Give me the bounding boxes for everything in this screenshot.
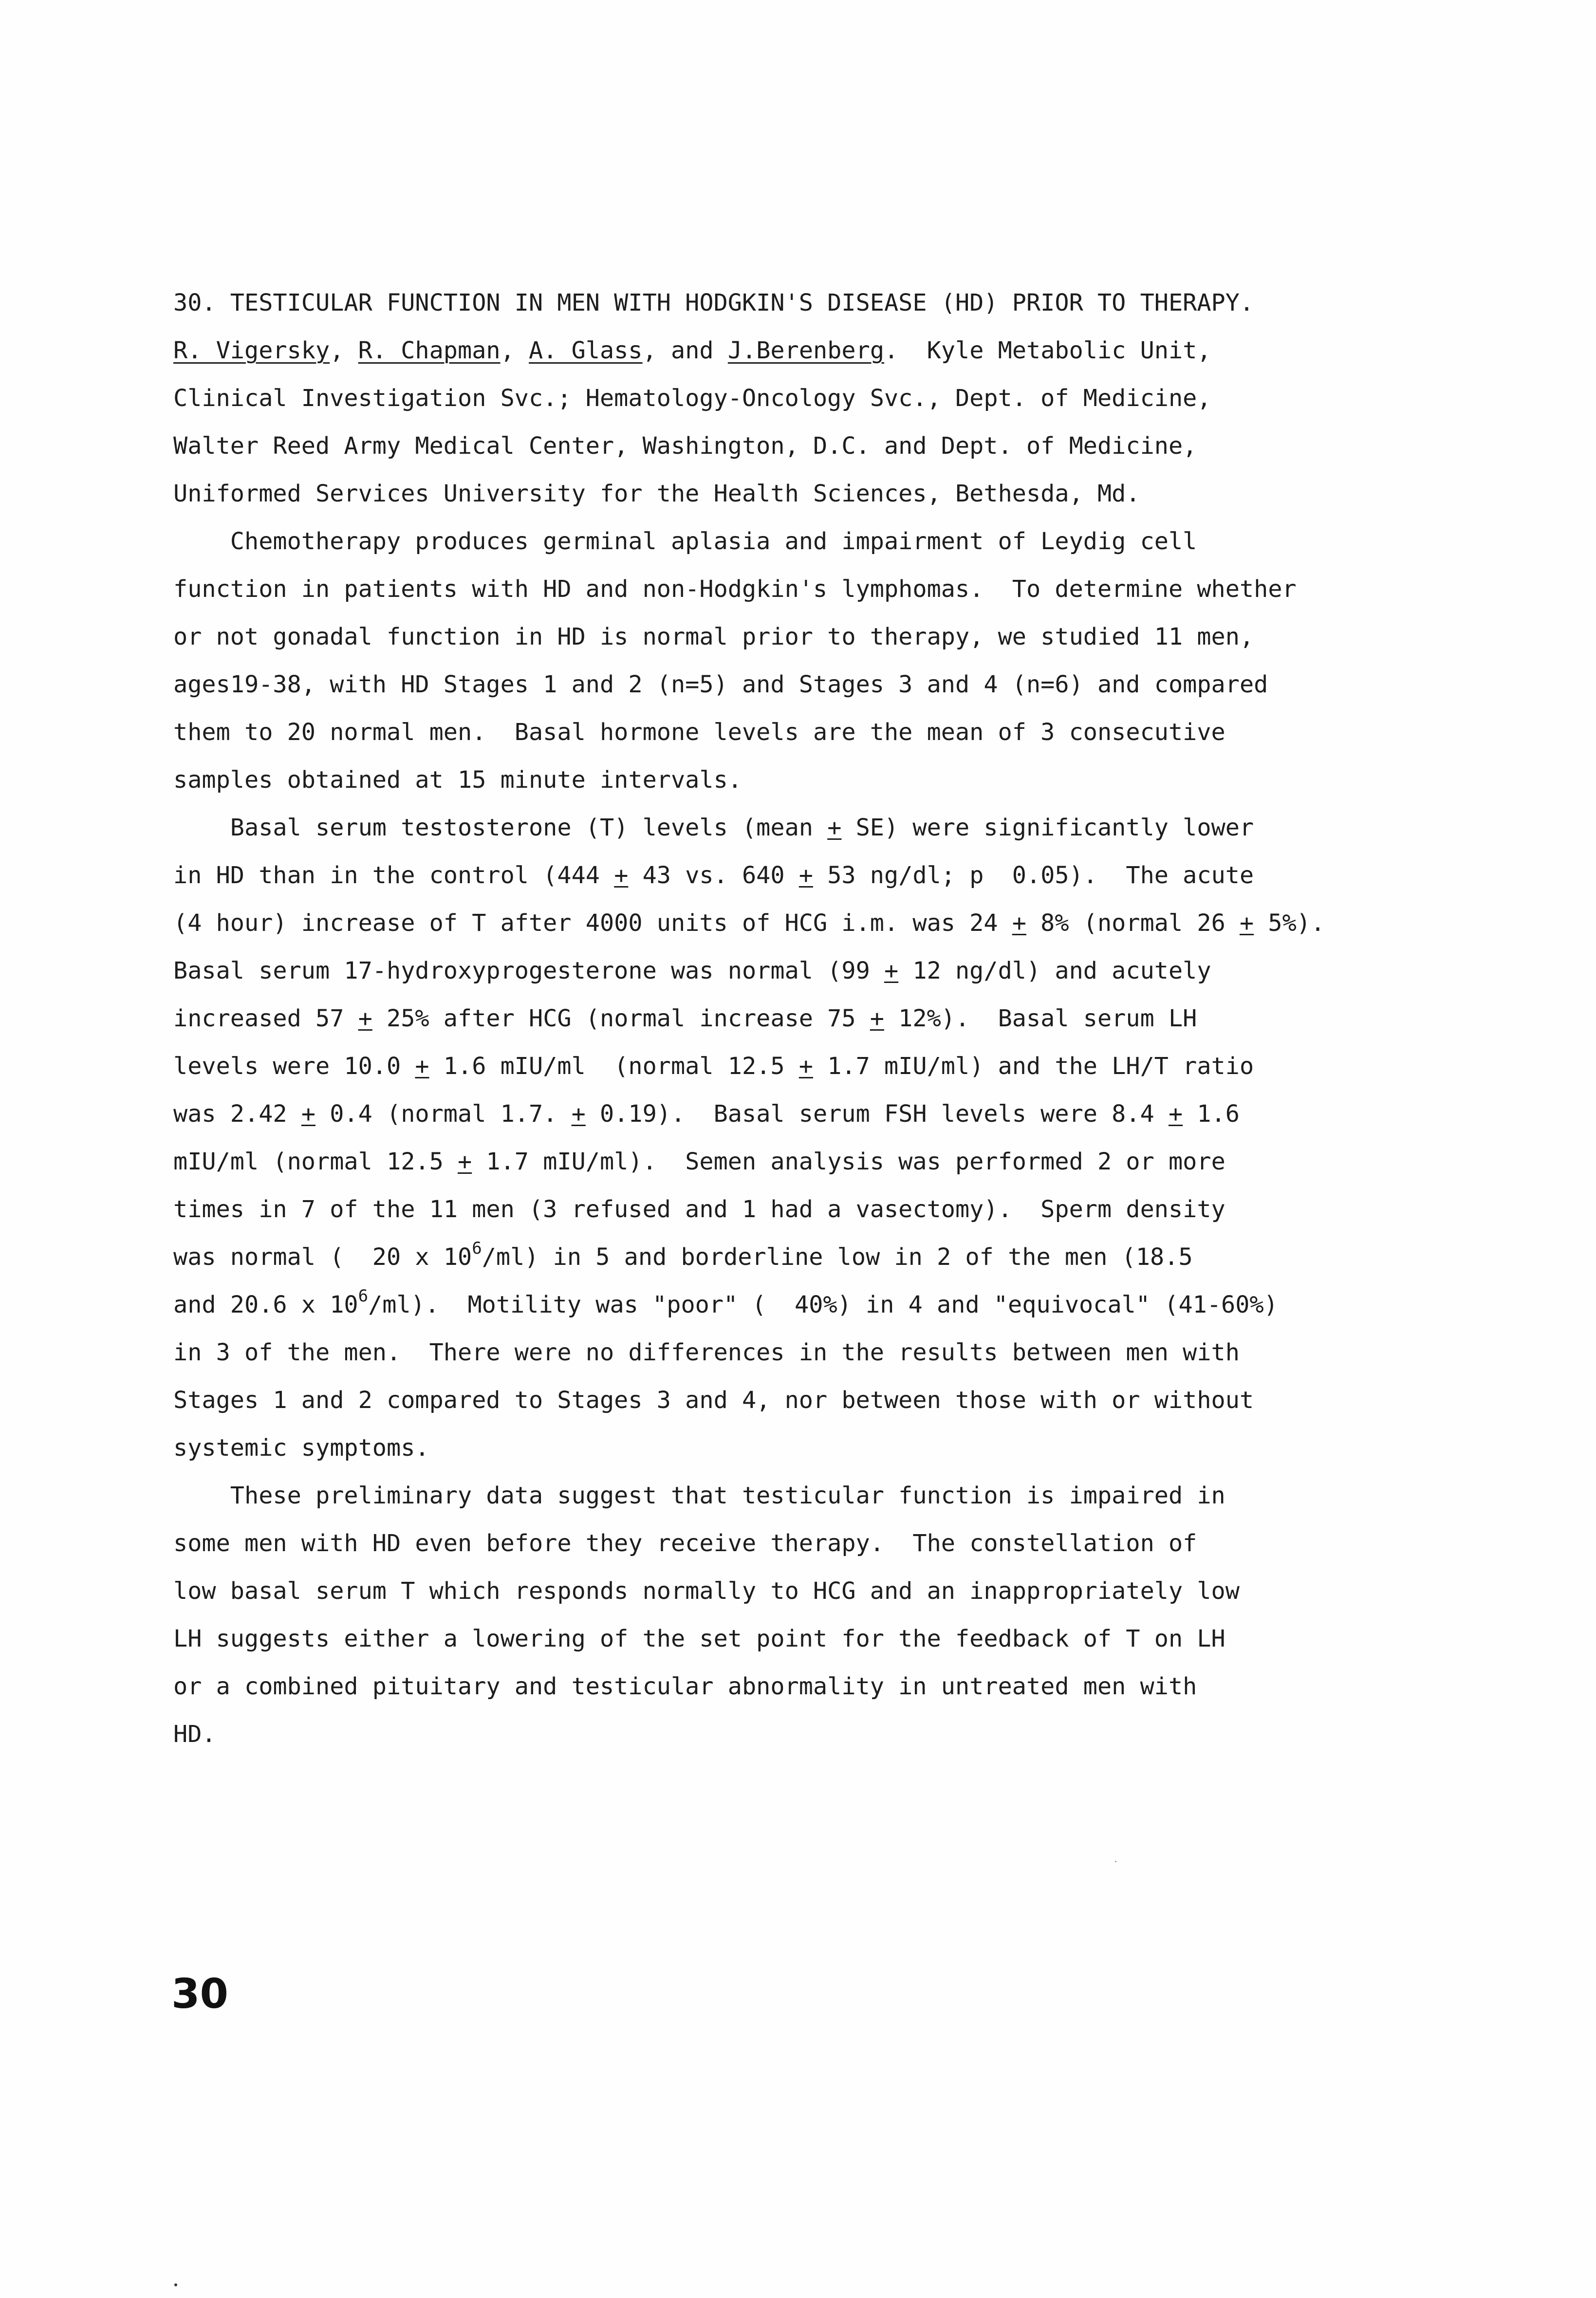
author-name: A. Glass	[529, 337, 643, 364]
paragraph-2-line: was 2.42 + 0.4 (normal 1.7. + 0.19). Basal serum FSH levels were 8.4 + 1.6	[173, 1100, 1240, 1128]
paragraph-3-line: HD.	[173, 1721, 216, 1748]
paragraph-1-line: function in patients with HD and non-Hodgkin's lymphomas. To determine whether	[173, 575, 1297, 603]
exponent: 6	[358, 1286, 369, 1306]
paragraph-3-line: These preliminary data suggest that testicular function is impaired in	[173, 1482, 1225, 1509]
abstract-title: 30. TESTICULAR FUNCTION IN MEN WITH HODGKIN'S DISEASE (HD) PRIOR TO THERAPY.	[173, 289, 1254, 316]
author-name: R. Vigersky	[173, 337, 330, 364]
affiliation-line: Clinical Investigation Svc.; Hematology-Oncology Svc., Dept. of Medicine,	[173, 385, 1211, 412]
paragraph-2-line: in 3 of the men. There were no differences in the results between men with	[173, 1339, 1240, 1366]
paragraph-2-line: Basal serum testosterone (T) levels (mean + SE) were significantly lower	[173, 814, 1254, 841]
paragraph-3-line: or a combined pituitary and testicular abnormality in untreated men with	[173, 1673, 1197, 1700]
paragraph-2-line: mIU/ml (normal 12.5 + 1.7 mIU/ml). Semen analysis was performed 2 or more	[173, 1148, 1225, 1175]
paragraph-2-line: levels were 10.0 + 1.6 mIU/ml (normal 12.5 + 1.7 mIU/ml) and the LH/T ratio	[173, 1053, 1254, 1080]
scan-speck	[174, 2283, 177, 2286]
plus-minus-sign: +	[458, 1148, 472, 1175]
paragraph-2-line: Stages 1 and 2 compared to Stages 3 and 4, nor between those with or without	[173, 1387, 1254, 1414]
paragraph-2-line: increased 57 + 25% after HCG (normal increase 75 + 12%). Basal serum LH	[173, 1005, 1197, 1032]
paragraph-3-line: LH suggests either a lowering of the set point for the feedback of T on LH	[173, 1625, 1225, 1652]
paragraph-2-line: (4 hour) increase of T after 4000 units of HCG i.m. was 24 + 8% (normal 26 + 5%).	[173, 909, 1325, 937]
paragraph-1-line: them to 20 normal men. Basal hormone levels are the mean of 3 consecutive	[173, 719, 1225, 746]
paragraph-2-line: was normal ( 20 x $10^6/ml$) in 5 and borderline low in 2 of the men (18.5	[173, 1238, 1193, 1271]
scan-speck	[1115, 1861, 1116, 1862]
paragraph-2-line: and 20.6 x $10^6/ml$). Motility was "poor" ( 40%) in 4 and "equivocal" (41-60%)	[173, 1286, 1278, 1318]
affiliation-line: Walter Reed Army Medical Center, Washington, D.C. and Dept. of Medicine,	[173, 432, 1197, 460]
plus-minus-sign: +	[1239, 909, 1254, 937]
plus-minus-sign: +	[614, 862, 629, 889]
plus-minus-sign: +	[1168, 1100, 1183, 1128]
plus-minus-sign: +	[798, 862, 813, 889]
affiliation-line: Uniformed Services University for the Health Sciences, Bethesda, Md.	[173, 480, 1140, 507]
paragraph-2-line: times in 7 of the 11 men (3 refused and 1 had a vasectomy). Sperm density	[173, 1196, 1225, 1223]
paragraph-2-line: Basal serum 17-hydroxyprogesterone was normal (99 + 12 ng/dl) and acutely	[173, 957, 1211, 984]
plus-minus-sign: +	[884, 957, 899, 984]
author-line: R. Vigersky, R. Chapman, A. Glass, and J.Berenberg. Kyle Metabolic Unit,	[173, 337, 1211, 364]
page-number: 30	[171, 1970, 228, 2018]
plus-minus-sign: +	[798, 1053, 813, 1080]
paragraph-1-line: samples obtained at 15 minute intervals.	[173, 766, 742, 794]
plus-minus-sign: +	[870, 1005, 884, 1032]
paragraph-1-line: or not gonadal function in HD is normal prior to therapy, we studied 11 men,	[173, 623, 1254, 650]
plus-minus-sign: +	[415, 1053, 429, 1080]
paragraph-1-line: Chemotherapy produces germinal aplasia and impairment of Leydig cell	[173, 528, 1197, 555]
paragraph-1-line: ages19-38, with HD Stages 1 and 2 (n=5) and Stages 3 and 4 (n=6) and compared	[173, 671, 1268, 698]
paragraph-3-line: some men with HD even before they receive therapy. The constellation of	[173, 1530, 1197, 1557]
paragraph-2-line: systemic symptoms.	[173, 1434, 429, 1462]
exponent: 6	[472, 1238, 482, 1258]
plus-minus-sign: +	[358, 1005, 372, 1032]
author-name: R. Chapman	[358, 337, 501, 364]
author-name: J.Berenberg	[727, 337, 885, 364]
plus-minus-sign: +	[827, 814, 842, 841]
paragraph-3-line: low basal serum T which responds normally to HCG and an inappropriately low	[173, 1577, 1240, 1605]
plus-minus-sign: +	[571, 1100, 586, 1128]
plus-minus-sign: +	[1012, 909, 1026, 937]
plus-minus-sign: +	[301, 1100, 315, 1128]
paragraph-2-line: in HD than in the control (444 + 43 vs. 640 + 53 ng/dl; p 0.05). The acute	[173, 862, 1254, 889]
